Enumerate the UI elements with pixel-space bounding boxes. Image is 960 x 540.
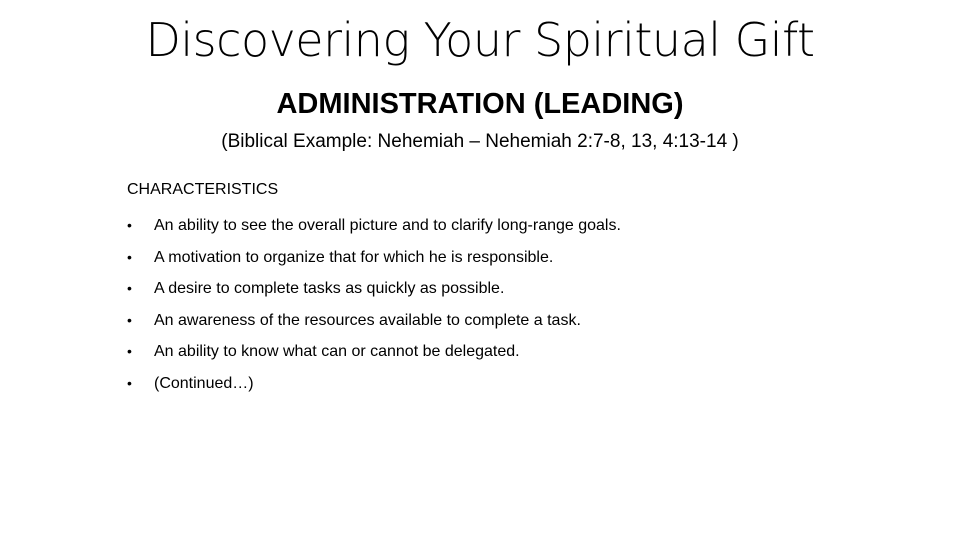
list-item-text: A desire to complete tasks as quickly as possible. bbox=[154, 280, 505, 298]
list-item-text: (Continued…) bbox=[154, 374, 254, 392]
list-item bbox=[127, 305, 621, 337]
list-item bbox=[127, 273, 621, 305]
bullet-icon: • bbox=[127, 374, 132, 391]
bullet-icon: • bbox=[127, 311, 132, 328]
bullet-icon: • bbox=[127, 248, 132, 265]
bullet-icon: • bbox=[127, 343, 132, 360]
biblical-example: (Biblical Example: Nehemiah – Nehemiah 2:7-8, 13, 4:13-14 ) bbox=[221, 131, 739, 152]
list-item bbox=[127, 242, 621, 274]
list-item-text: A motivation to organize that for which he is responsible. bbox=[154, 248, 554, 266]
list-item bbox=[127, 368, 621, 400]
section-heading: CHARACTERISTICS bbox=[127, 181, 279, 198]
list-item-text: An ability to see the overall picture and to clarify long-range goals. bbox=[154, 217, 621, 234]
slide-subtitle: ADMINISTRATION (LEADING) bbox=[276, 88, 684, 120]
list-item bbox=[127, 210, 621, 242]
bullet-icon: • bbox=[127, 217, 132, 233]
characteristics-list bbox=[127, 210, 621, 400]
bullet-icon: • bbox=[127, 280, 132, 297]
list-item-text: An ability to know what can or cannot be delegated. bbox=[154, 343, 520, 361]
slide-title: Discovering Your Spiritual Gift bbox=[145, 13, 815, 67]
list-item bbox=[127, 336, 621, 368]
list-item-text: An awareness of the resources available to complete a task. bbox=[154, 311, 581, 329]
